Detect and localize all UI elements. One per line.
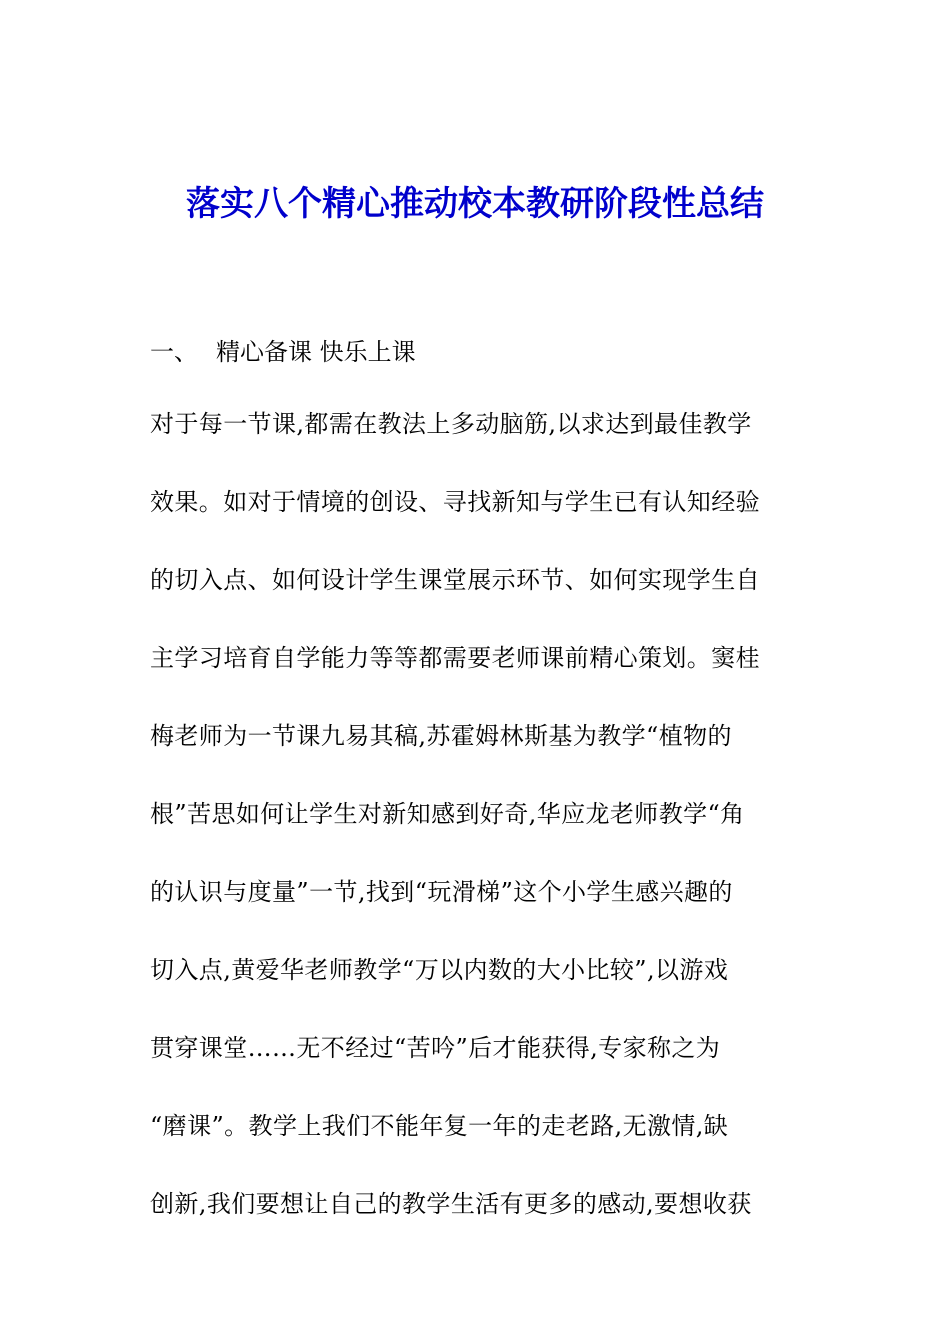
body-line: 创新,我们要想让自己的教学生活有更多的感动,要想收获 [150,1190,752,1218]
body-line: 切入点,黄爱华老师教学“万以内数的大小比较”,以游戏 [150,956,729,984]
section-heading [150,332,416,372]
body-line: 效果。如对于情境的创设、寻找新知与学生已有认知经验 [150,488,760,516]
body-line: 主学习培育自学能力等等都需要老师课前精心策划。窦桂 [150,644,760,672]
body-line: 根”苦思如何让学生对新知感到好奇,华应龙老师教学“角 [150,800,745,828]
body-line: 梅老师为一节课九易其稿,苏霍姆林斯基为教学“植物的 [150,722,732,750]
body-line: 对于每一节课,都需在教法上多动脑筋,以求达到最佳教学 [150,410,752,438]
document-title: 落实八个精心推动校本教研阶段性总结 [186,184,764,224]
body-line: 贯穿课堂……无不经过“苦吟”后才能获得,专家称之为 [150,1034,721,1062]
section-heading-text: 精心备课 快乐上课 [216,338,416,366]
section-number: 一、 [150,338,198,366]
body-line: “磨课”。教学上我们不能年复一年的走老路,无激情,缺 [150,1112,729,1140]
body-text [150,404,810,1262]
body-line: 的认识与度量”一节,找到“玩滑梯”这个小学生感兴趣的 [150,878,733,906]
body-line: 的切入点、如何设计学生课堂展示环节、如何实现学生自 [150,566,760,594]
